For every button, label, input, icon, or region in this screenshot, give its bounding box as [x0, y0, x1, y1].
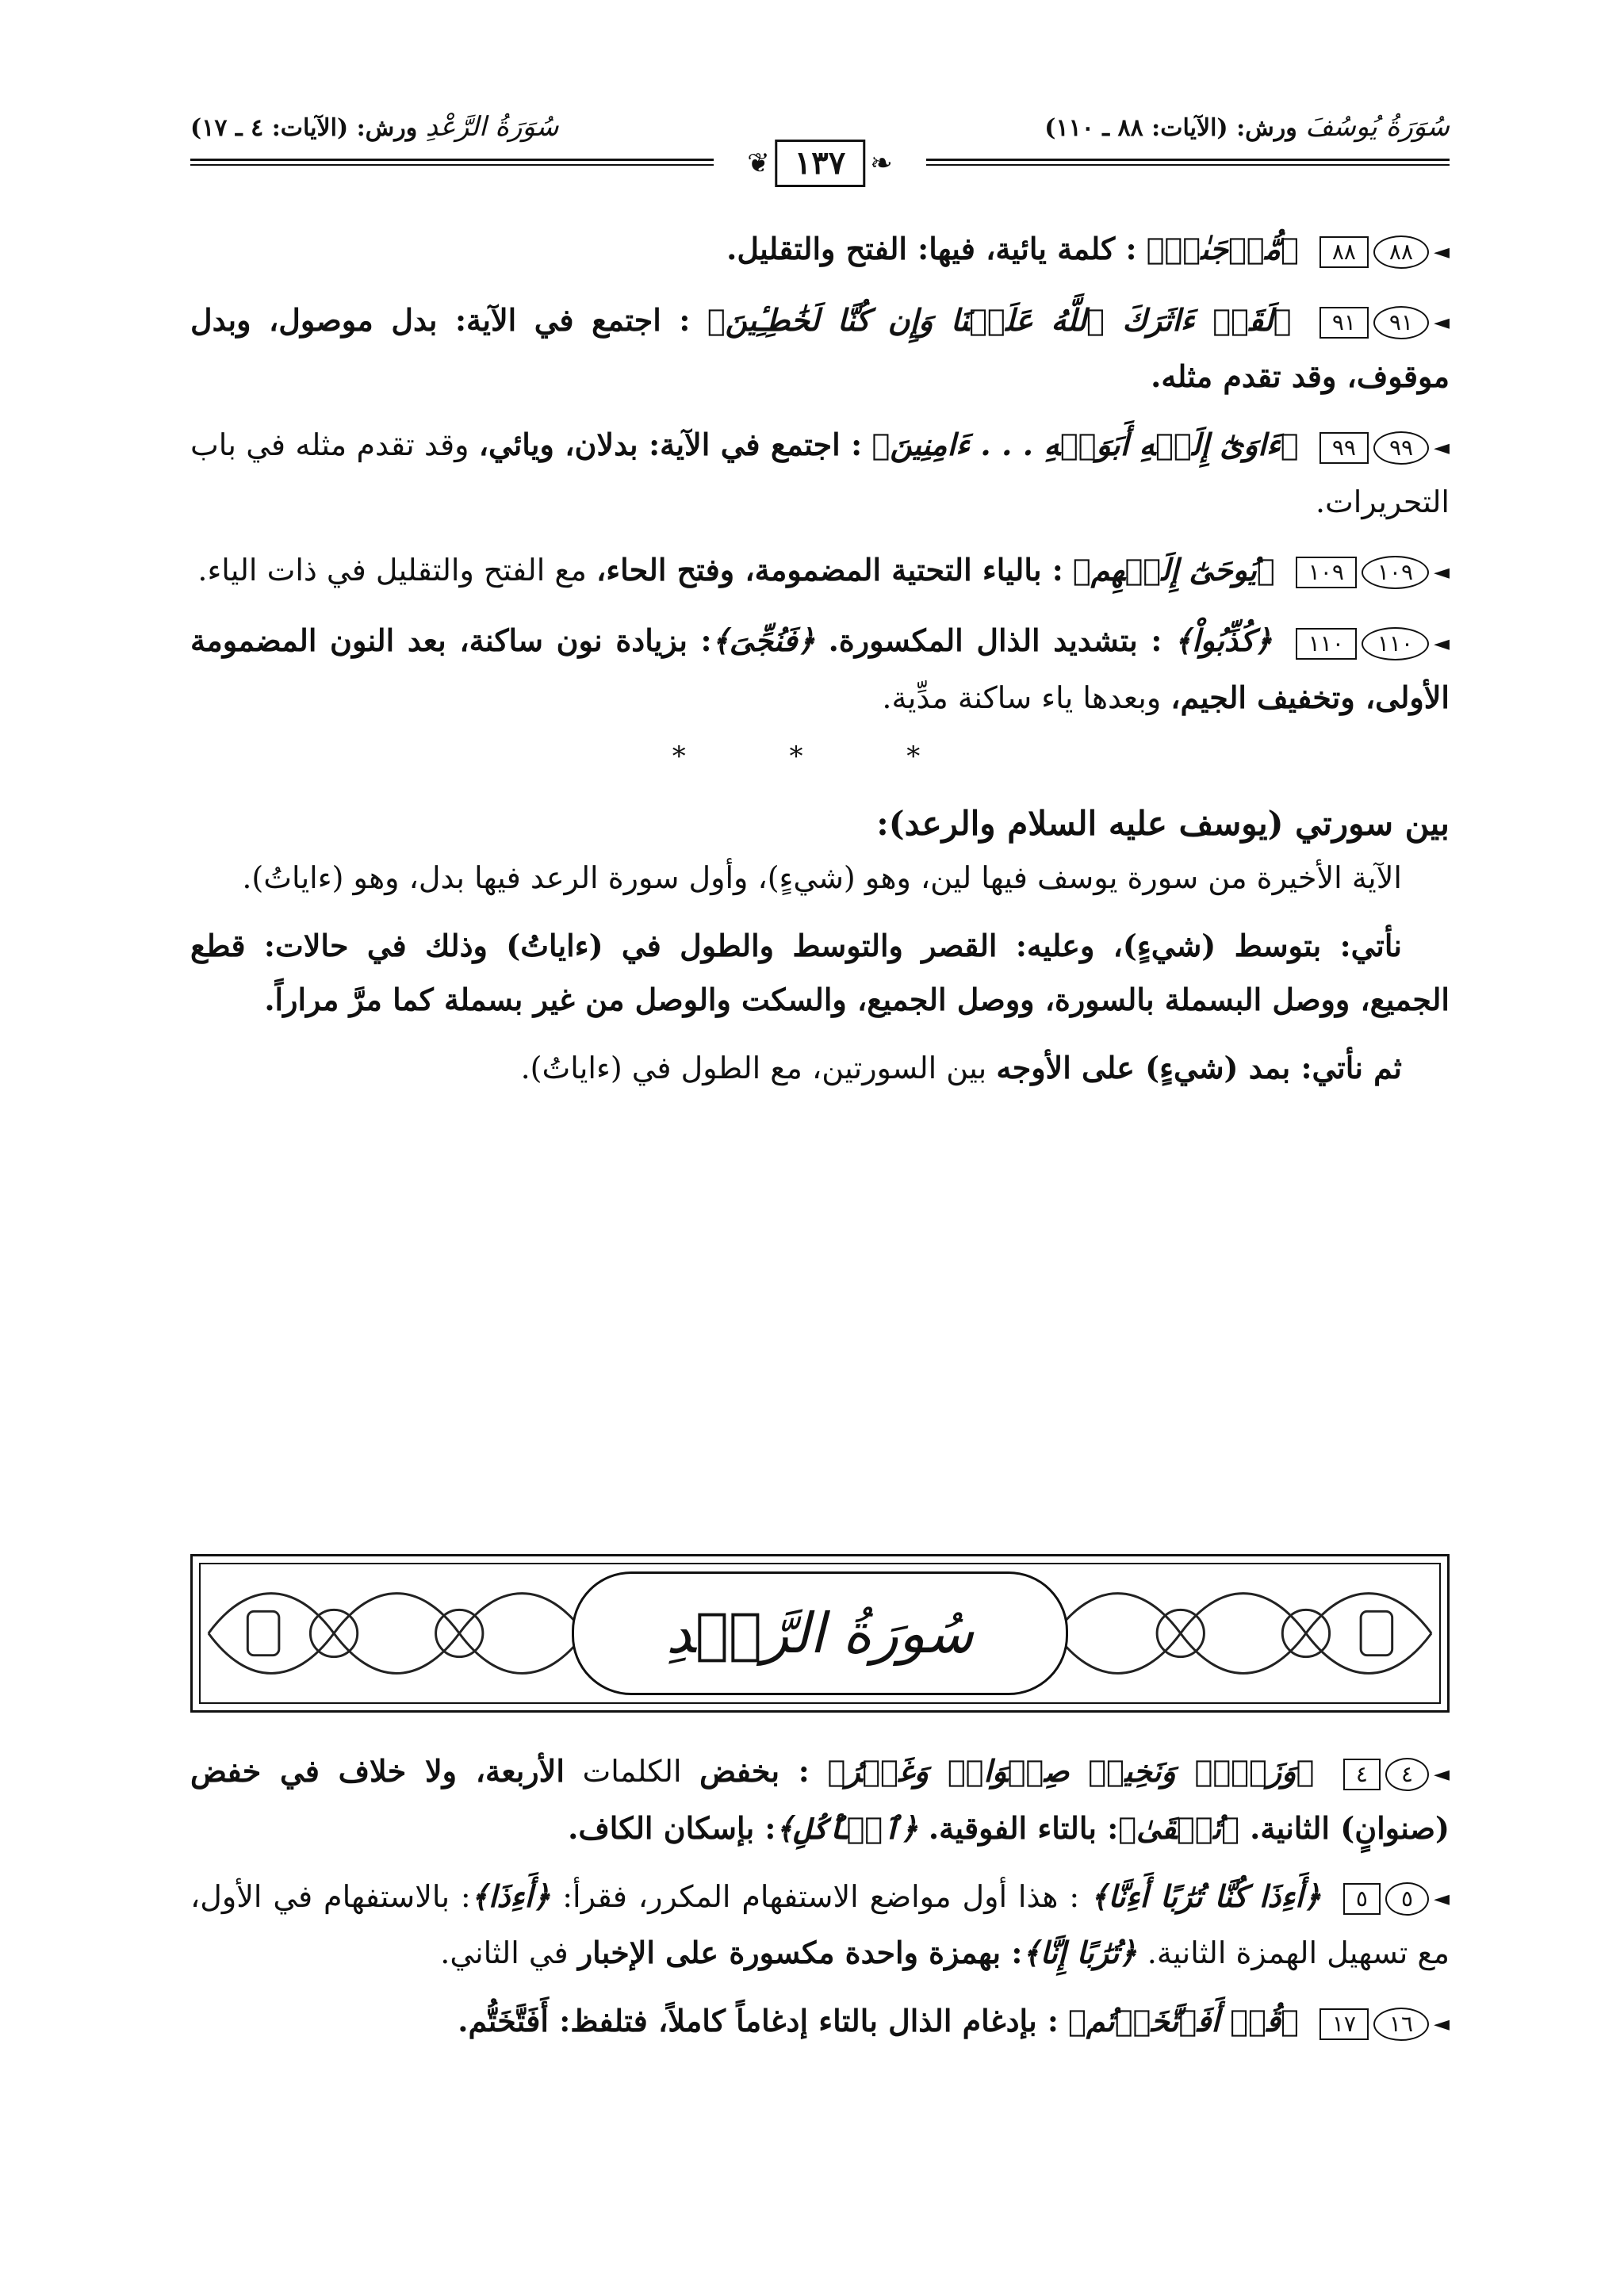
entry-91: [190, 293, 1450, 404]
between-paragraph-3: [190, 1041, 1450, 1095]
header-right-surah: سُوَرَةُ يُوسُفَ: [1305, 111, 1450, 143]
header-left-text: ورش: (الآيات: ٤ ـ ١٧): [190, 114, 426, 142]
section-title: بين سورتي (يوسف عليه السلام والرعد):: [876, 803, 1450, 843]
ayah-oval: ١١٠: [1362, 627, 1429, 660]
quran-text: ﴿وَزَرۡعٞ وَنَخِيلٞ صِنۡوَانٞ وَغَيۡرُ﴾: [827, 1753, 1315, 1789]
header-left: [190, 111, 559, 143]
page-number-box: [747, 140, 892, 187]
quran-text: ﴿لَقَدۡ ءَاثَرَكَ ٱللَّهُ عَلَيۡنَا وَإِن كُنَّا لَخَٰطِـِٔينَ﴾: [707, 301, 1292, 338]
entry-4: [190, 1744, 1450, 1855]
header-rule-left: [190, 159, 714, 166]
entry-text: مع الفتح والتقليل في ذات الياء.: [197, 552, 596, 588]
ayah-oval: ٥: [1385, 1882, 1429, 1916]
entry-text: : هذا أول مواضع الاستفهام المكرر، فقرأ:: [562, 1878, 1080, 1914]
entry-text: الكلمات: [564, 1754, 700, 1789]
entry-text-bold: : بإدغام الذال بالتاء إدغاماً كاملاً، فتلفظ: أَفَتَّخَتُّم.: [458, 2003, 1059, 2038]
ornament-icon: ❧: [870, 147, 893, 179]
page-header: [190, 111, 1450, 182]
header-rule-right: [926, 159, 1450, 166]
ayah-rect: ١٠٩: [1296, 557, 1357, 588]
banner-cartouche: [572, 1571, 1068, 1695]
arrow-icon: ◄: [1434, 239, 1450, 264]
arrow-icon: ◄: [1434, 1762, 1450, 1786]
entry-16: [190, 1994, 1450, 2051]
entry-text-3: في الثاني.: [440, 1935, 578, 1970]
content-main: [190, 222, 1450, 1109]
quran-text-2: ﴿فَنُجِّىَ﴾: [711, 622, 829, 658]
quran-text: ﴿كُذِّبُواْ﴾: [1174, 622, 1273, 658]
ayah-marker: [1296, 617, 1450, 671]
entry-text-bold: : بتشديد الذال المكسورة.: [828, 622, 1162, 658]
entry-text: : اجتمع في الآية: بدل موصول، وبدل موقوف، وقد تقدم مثله.: [190, 301, 1450, 394]
entry-110: [190, 614, 1450, 725]
ayah-rect: ٥: [1343, 1883, 1381, 1915]
quran-text-3: ﴿ٱلۡأُكُلِ﴾: [776, 1809, 929, 1846]
surah-title: سُورَةُ الرَّعۡدِ: [666, 1601, 974, 1666]
quran-text-2: ﴿أَءِذَا﴾: [470, 1878, 563, 1914]
page: [190, 0, 1450, 2293]
ayah-marker: [1320, 421, 1450, 475]
ayah-oval: ١٦: [1373, 2008, 1429, 2041]
separator-stars: * * *: [672, 740, 968, 772]
ayah-rect: ٩٩: [1320, 432, 1369, 464]
entry-text-bold: : اجتمع في الآية: بدلان، ويائي،: [478, 427, 863, 462]
entry-text-bold-2: الأربعة، ولا خلاف في خفض (صنوانٍ) الثانية.: [190, 1753, 1450, 1846]
header-right: [1044, 111, 1450, 143]
header-left-surah: سُوَرَةُ الرَّعْدِ: [425, 111, 559, 143]
between-paragraph-3-bold: ثم نأتي: بمد (شيءٍ) على الأوجه: [996, 1049, 1402, 1085]
ayah-oval: ٨٨: [1373, 235, 1429, 269]
entry-88: [190, 222, 1450, 279]
quran-text: ﴿قُلۡ أَفَٱتَّخَذۡتُم﴾: [1068, 2003, 1299, 2038]
ayah-marker: [1320, 225, 1450, 279]
ayah-rect: ١٧: [1320, 2008, 1369, 2040]
entry-text-2: : بالاستفهام في الأول، مع تسهيل الهمزة الثانية.: [190, 1878, 1450, 1970]
quran-text-2: ﴿تُسۡقَىٰ﴾: [1118, 1809, 1251, 1846]
arrow-icon: ◄: [1434, 631, 1450, 656]
ayah-marker: [1343, 1872, 1450, 1926]
ayah-rect: ٩١: [1320, 307, 1369, 339]
arrow-icon: ◄: [1434, 561, 1450, 584]
ayah-marker: [1320, 296, 1450, 350]
ayah-oval: ٤: [1385, 1758, 1429, 1791]
between-paragraph-2-text: نأتي: بتوسط (شيءٍ)، وعليه: القصر والتوسط والطول في (ءاياتُ) وذلك في حالات: قطع الجميع، ووصل البسملة بالسورة، ووصل الجميع، والسكت والوصل من غير بسملة كما مرَّ مراراً.: [190, 927, 1450, 1017]
quran-text: ﴿أَءِذَا كُنَّا تُرَٰبًا أَءِنَّا﴾: [1090, 1878, 1322, 1914]
quran-text-3: ﴿تُرَٰبًا إِنَّا﴾: [1022, 1935, 1147, 1970]
ayah-rect: ٤: [1343, 1759, 1381, 1790]
entry-text-bold-4: : بإسكان الكاف.: [568, 1809, 776, 1846]
ayah-marker: [1343, 1748, 1450, 1801]
entry-text-bold: : بهمزة واحدة مكسورة على الإخبار: [577, 1935, 1023, 1970]
entry-5: [190, 1870, 1450, 1981]
ayah-rect: ١١٠: [1296, 628, 1357, 660]
entry-text-bold: : بالياء التحتية المضمومة، وفتح الحاء،: [596, 551, 1063, 588]
ayah-oval: ٩٩: [1373, 431, 1429, 465]
entry-text-bold-3: : بالتاء الفوقية.: [928, 1809, 1119, 1846]
ayah-rect: ٨٨: [1320, 236, 1369, 268]
arrow-icon: ◄: [1434, 2012, 1450, 2036]
ayah-oval: ٩١: [1373, 306, 1429, 339]
entry-text: وقد تقدم مثله في باب التحريرات.: [190, 427, 1450, 519]
arrow-icon: ◄: [1434, 1887, 1450, 1911]
content-surah-raad: [190, 1744, 1450, 2065]
entry-text-bold: : بخفض: [699, 1753, 810, 1789]
quran-text: ﴿ءَاوَىٰٓ إِلَيۡهِ أَبَوَيۡهِ . . . ءَامِنِينَ﴾: [871, 427, 1299, 462]
entry-text-bold-2: : بزيادة نون ساكنة، بعد النون المضمومة الأولى، وتخفيف الجيم،: [190, 622, 1450, 715]
header-right-text: ورش: (الآيات: ٨٨ ـ ١١٠): [1044, 114, 1306, 142]
ornament-icon: ❦: [747, 147, 770, 179]
page-number: ١٣٧: [775, 140, 865, 187]
ayah-marker: [1320, 1997, 1450, 2051]
ayah-oval: ١٠٩: [1362, 556, 1429, 589]
entry-99: [190, 418, 1450, 529]
quran-text: ﴿مُّزۡجَىٰةٖ﴾: [1146, 231, 1299, 266]
between-paragraph-3-text: بين السورتين، مع الطول في (ءاياتُ).: [520, 1050, 997, 1085]
entry-text: : كلمة يائية، فيها: الفتح والتقليل.: [726, 231, 1137, 266]
surah-banner: [190, 1554, 1450, 1713]
between-paragraph-1: الآية الأخيرة من سورة يوسف فيها لين، وهو (شيءٍ)، وأول سورة الرعد فيها بدل، وهو (ءاياتُ).: [242, 859, 1402, 895]
ayah-marker: [1296, 545, 1450, 599]
banner-frame: [199, 1563, 1441, 1704]
entry-109: [190, 543, 1450, 600]
arrow-icon: ◄: [1434, 435, 1450, 460]
quran-text: ﴿يُوحَىٰٓ إِلَيۡهِم﴾: [1072, 551, 1275, 588]
between-paragraph-2: [190, 919, 1450, 1027]
entry-text: وبعدها ياء ساكنة مدِّية.: [882, 679, 1171, 715]
arrow-icon: ◄: [1434, 311, 1450, 335]
